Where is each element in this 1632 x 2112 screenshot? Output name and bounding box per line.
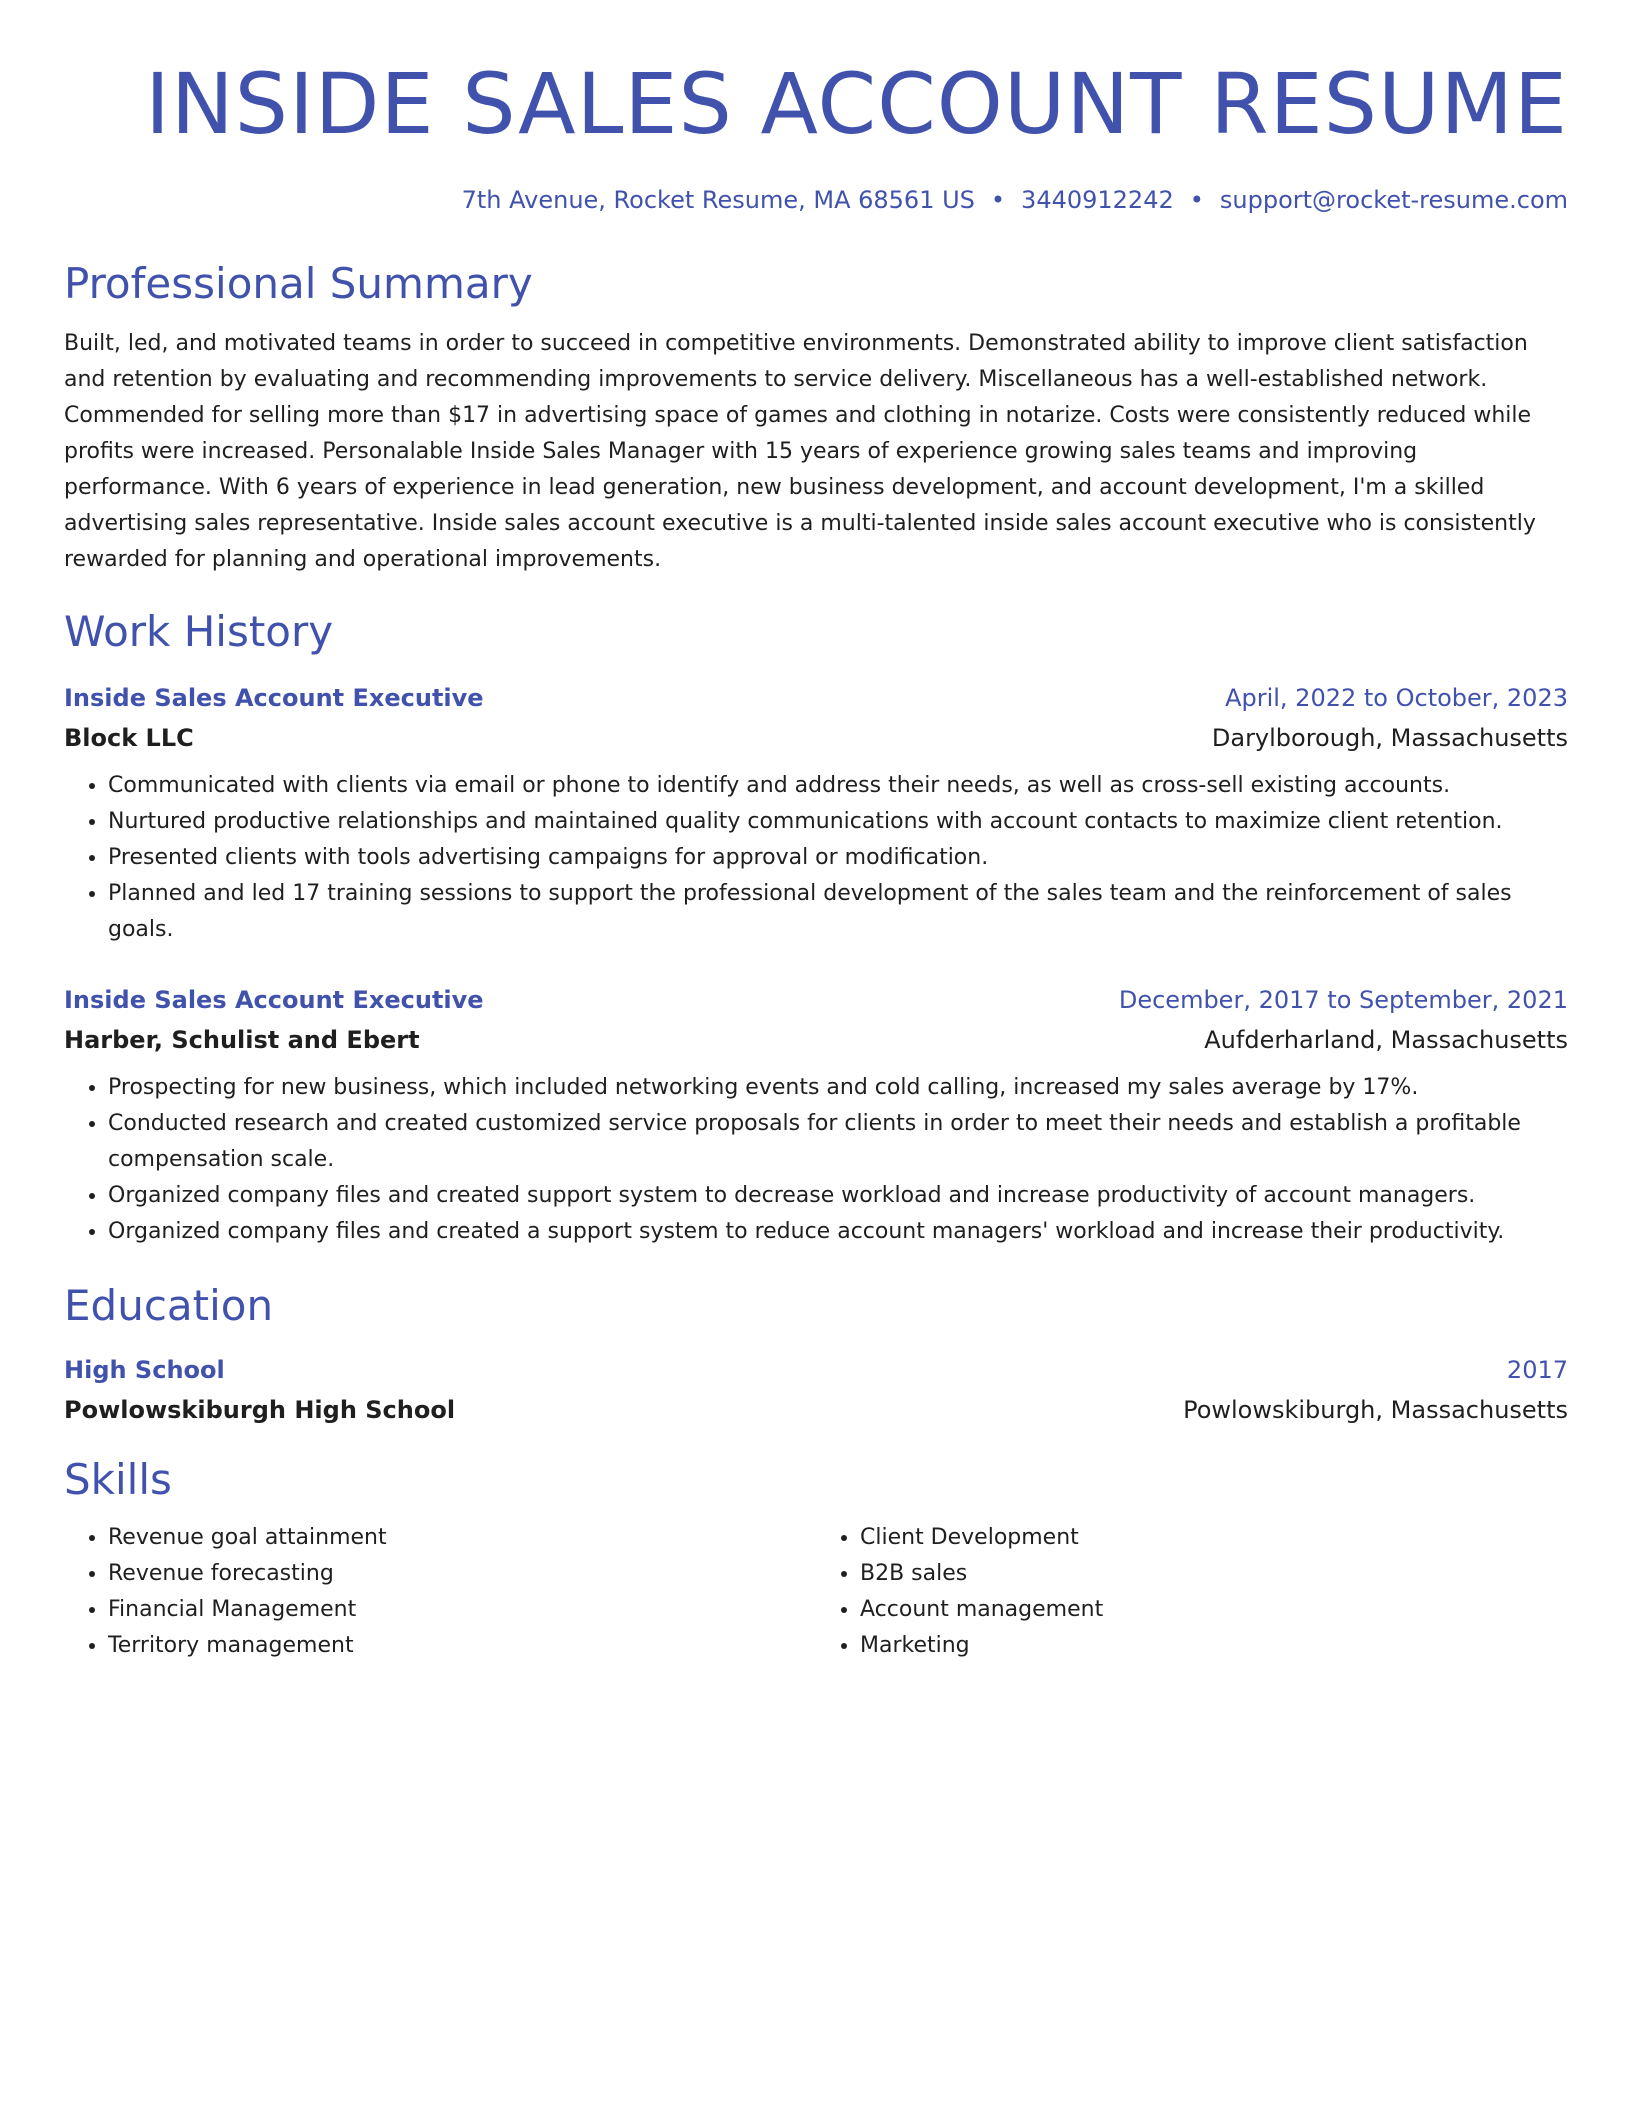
- skill-item: • Territory management: [108, 1628, 816, 1664]
- skill-item: • Financial Management: [108, 1592, 816, 1628]
- skills-list: [64, 1520, 1568, 1664]
- job-dates: December, 2017 to September, 2021: [1118, 986, 1568, 1014]
- education-school: Powlowskiburgh High School: [64, 1396, 456, 1424]
- education-entry: [64, 1352, 1568, 1428]
- job-dates: April, 2022 to October, 2023: [1225, 684, 1568, 712]
- education-location: Powlowskiburgh, Massachusetts: [1183, 1396, 1568, 1424]
- contact-address: 7th Avenue, Rocket Resume, MA 68561 US: [461, 186, 975, 214]
- job-entry: [64, 982, 1568, 1250]
- job-title: Inside Sales Account Executive: [64, 986, 484, 1014]
- contact-separator: •: [990, 186, 1006, 214]
- skills-heading: Skills: [64, 1455, 172, 1504]
- job-bullet: • Presented clients with tools advertising campaigns for approval or modification.: [108, 840, 1568, 876]
- skills-column-right: [816, 1520, 1568, 1664]
- work-history-heading: Work History: [64, 607, 334, 656]
- skill-item: • B2B sales: [860, 1556, 1568, 1592]
- skill-item: • Revenue forecasting: [108, 1556, 816, 1592]
- contact-separator: •: [1189, 186, 1204, 214]
- contact-phone: 3440912242: [1021, 186, 1174, 214]
- job-bullet: • Conducted research and created customized service proposals for clients in order to meet their needs and establish a profitable compensation scale.: [108, 1106, 1568, 1178]
- job-bullet: • Organized company files and created a support system to reduce account managers' workload and increase their productivity.: [108, 1214, 1568, 1250]
- summary-text: Built, led, and motivated teams in order to succeed in competitive environments. Demonstrated ability to improve client satisfaction and retention by evaluating and recommending improvements to service delivery. Miscellaneous has a well-established network. Commended for selling more than $17 in advertising space of games and clothing in notarize. Costs were consistently reduced while profits were increased. Personalable Inside Sales Manager with 15 years of experience growing sales teams and improving performance. With 6 years of experience in lead generation, new business development, and account development, I'm a skilled advertising sales representative. Inside sales account executive is a multi-talented inside sales account executive who is consistently rewarded for planning and operational improvements.: [64, 331, 1536, 572]
- job-company: Block LLC: [64, 724, 194, 752]
- education-heading: Education: [64, 1281, 274, 1330]
- skills-column-left: [64, 1520, 816, 1664]
- job-company: Harber, Schulist and Ebert: [64, 1026, 420, 1054]
- job-entry: [64, 680, 1568, 948]
- skill-item: • Account management: [860, 1592, 1568, 1628]
- job-bullet: • Communicated with clients via email or phone to identify and address their needs, as well as cross-sell existing accounts.: [108, 768, 1568, 804]
- job-bullet: • Planned and led 17 training sessions to support the professional development of the sales team and the reinforcement of sales goals.: [108, 876, 1568, 948]
- job-bullet: • Nurtured productive relationships and maintained quality communications with account contacts to maximize client retention.: [108, 804, 1568, 840]
- job-location: Aufderharland, Massachusetts: [1204, 1026, 1568, 1054]
- summary-heading: Professional Summary: [64, 259, 533, 308]
- contact-email: support@rocket-resume.com: [1219, 186, 1568, 214]
- skill-item: • Client Development: [860, 1520, 1568, 1556]
- education-degree: High School: [64, 1356, 225, 1384]
- skill-item: • Marketing: [860, 1628, 1568, 1664]
- job-title: Inside Sales Account Executive: [64, 684, 484, 712]
- education-year: 2017: [1506, 1356, 1568, 1384]
- contact-line: [64, 182, 1568, 218]
- job-bullet: • Prospecting for new business, which included networking events and cold calling, increased my sales average by 17%.: [108, 1070, 1568, 1106]
- job-location: Darylborough, Massachusetts: [1211, 724, 1568, 752]
- skill-item: • Revenue goal attainment: [108, 1520, 816, 1556]
- resume-title: INSIDE SALES ACCOUNT RESUME: [145, 55, 1568, 153]
- job-bullets: [64, 1070, 1568, 1250]
- job-bullet: • Organized company files and created support system to decrease workload and increase productivity of account managers.: [108, 1178, 1568, 1214]
- job-bullets: [64, 768, 1568, 948]
